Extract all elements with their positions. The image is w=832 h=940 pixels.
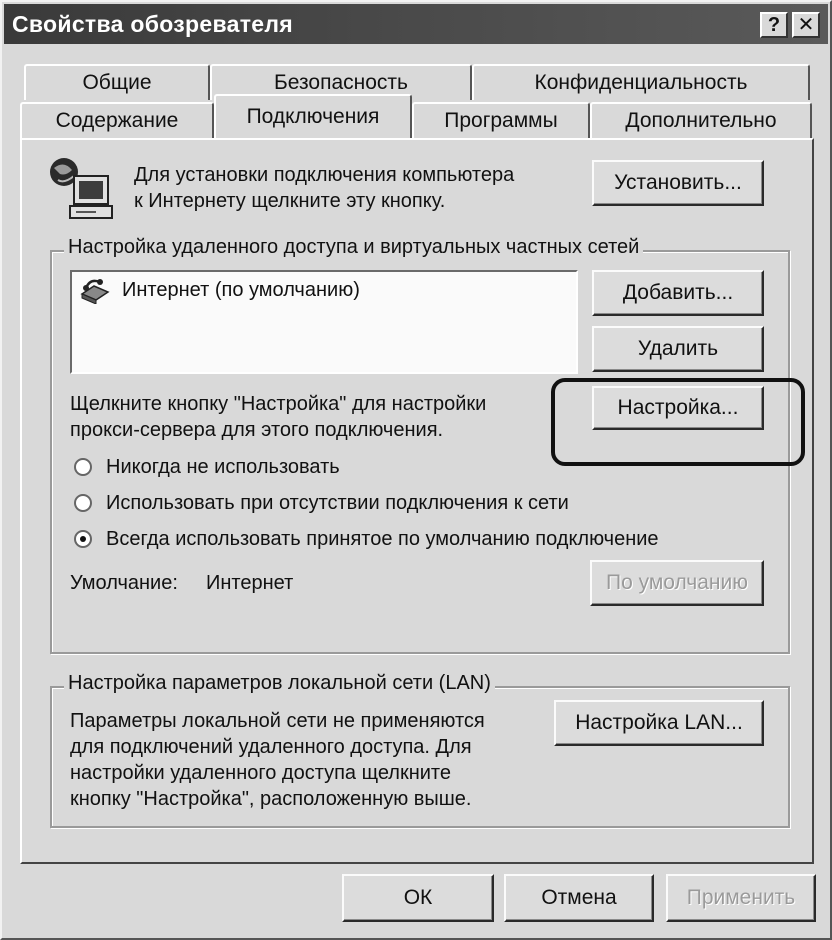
ok-button[interactable]: ОК xyxy=(342,874,494,922)
radio-never[interactable] xyxy=(74,458,92,476)
list-item[interactable] xyxy=(78,276,360,304)
dialup-connection-icon xyxy=(78,276,112,304)
remove-button[interactable]: Удалить xyxy=(592,326,764,372)
set-default-button[interactable]: По умолчанию xyxy=(590,560,764,606)
default-value: Интернет xyxy=(206,572,294,594)
add-button[interactable]: Добавить... xyxy=(592,270,764,316)
radio-when-no-network-label[interactable]: Использовать при отсутствии подключения к сети xyxy=(106,492,569,514)
dialup-group-legend: Настройка удаленного доступа и виртуальных частных сетей xyxy=(64,236,643,259)
lan-text-line3: настройки удаленного доступа щелкните xyxy=(70,762,451,784)
tab-connections[interactable]: Подключения xyxy=(214,94,412,138)
settings-button[interactable]: Настройка... xyxy=(592,386,764,430)
proxy-info-line2: прокси-сервера для этого подключения. xyxy=(70,419,444,441)
connections-list[interactable] xyxy=(70,270,578,374)
tab-privacy[interactable]: Конфиденциальность xyxy=(472,64,810,100)
setup-text-line2: к Интернету щелкните эту кнопку. xyxy=(134,190,446,212)
radio-always[interactable] xyxy=(74,530,92,548)
tab-programs[interactable]: Программы xyxy=(412,102,590,138)
tab-general[interactable]: Общие xyxy=(24,64,210,100)
tab-advanced[interactable]: Дополнительно xyxy=(590,102,812,138)
lan-text-line2: для подключений удаленного доступа. Для xyxy=(70,736,472,758)
tab-content[interactable]: Содержание xyxy=(20,102,214,138)
default-label: Умолчание: xyxy=(70,572,178,594)
computer-globe-icon xyxy=(46,154,116,224)
lan-settings-button[interactable]: Настройка LAN... xyxy=(554,700,764,746)
setup-button[interactable]: Установить... xyxy=(592,160,764,206)
lan-text-line1: Параметры локальной сети не применяются xyxy=(70,710,485,732)
radio-never-label[interactable]: Никогда не использовать xyxy=(106,456,340,478)
tab-security[interactable]: Безопасность xyxy=(210,64,472,100)
apply-button[interactable]: Применить xyxy=(666,874,816,922)
lan-text-line4: кнопку "Настройка", расположенную выше. xyxy=(70,788,472,810)
cancel-button[interactable]: Отмена xyxy=(504,874,654,922)
radio-always-label[interactable]: Всегда использовать принятое по умолчанию подключение xyxy=(106,528,659,550)
proxy-info-line1: Щелкните кнопку "Настройка" для настройки xyxy=(70,393,487,415)
lan-group-legend: Настройка параметров локальной сети (LAN) xyxy=(64,672,495,695)
close-button[interactable]: ✕ xyxy=(792,12,820,38)
title-bar[interactable] xyxy=(4,4,828,44)
radio-when-no-network[interactable] xyxy=(74,494,92,512)
window-title: Свойства обозревателя xyxy=(12,11,293,37)
help-button[interactable]: ? xyxy=(760,12,788,38)
setup-text-line1: Для установки подключения компьютера xyxy=(134,164,515,186)
list-item-label: Интернет (по умолчанию) xyxy=(122,279,360,301)
